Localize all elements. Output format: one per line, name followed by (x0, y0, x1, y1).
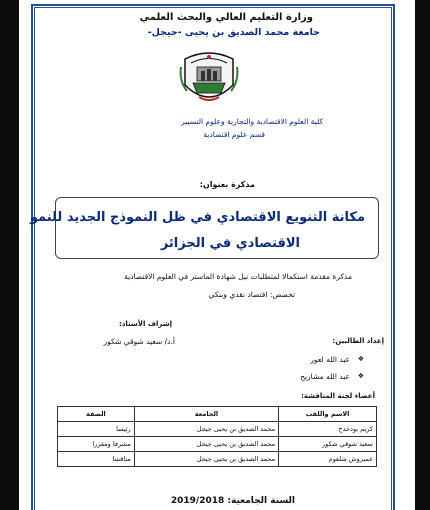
specialty: تخصص: اقتصاد نقدي وبنكي (208, 290, 295, 299)
column-header: الاسم واللقب (279, 407, 377, 422)
table-cell: رئيسا (58, 422, 135, 437)
table-cell: سعيد شوقي شكور (279, 437, 377, 452)
memo-label: مذكرة بعنوان: (199, 180, 255, 189)
bullet-icon: ❖ (357, 372, 364, 380)
right-dark-margin (415, 0, 430, 510)
table-cell: محمد الصديق بن يحيى جيجل (134, 422, 278, 437)
department-name: قسم علوم اقتصادية (203, 130, 265, 139)
table-cell: محمد الصديق بن يحيى جيجل (134, 437, 278, 452)
table-row (58, 422, 377, 437)
left-dark-margin (0, 0, 19, 510)
column-header: الجامعة (134, 407, 278, 422)
thesis-title-line-1: مكانة التنويع الاقتصادي في ظل النموذج الجديد للنمو (29, 210, 365, 225)
column-header: الصفة (58, 407, 135, 422)
table-cell: مشرفا ومقررا (58, 437, 135, 452)
committee-table (57, 406, 377, 467)
table-cell: مناقشا (58, 452, 135, 467)
committee-label: أعضاء لجنة المناقشة: (301, 392, 375, 400)
table-row (58, 437, 377, 452)
table-cell: كريم بودخدخ (279, 422, 377, 437)
table-header-row (58, 407, 377, 422)
faculty-name: كلية العلوم الاقتصادية والتجارية وعلوم التسيير (181, 117, 323, 126)
student-name-1: عبد الله لعور (310, 355, 350, 364)
university-logo (177, 45, 241, 111)
supervisor-name: أ.د/ سعيد شوقي شكور (103, 337, 175, 346)
university-name: جامعة محمد الصديق بن يحيى -جيجل- (147, 27, 320, 38)
academic-year: السنة الجامعية: 2019/2018 (170, 496, 295, 506)
table-cell: محمد الصديق بن يحيى جيجل (134, 452, 278, 467)
student-name-2: عبد الله مشاريح (300, 372, 350, 381)
table-row (58, 452, 377, 467)
bullet-icon: ❖ (357, 355, 364, 363)
preparation-label: إعداد الطالبين: (332, 337, 384, 345)
thesis-title-line-2: الاقتصادي في الجزائر (160, 236, 300, 251)
cover-page (19, 0, 415, 510)
ministry-name: وزارة التعليم العالي والبحث العلمي (139, 12, 313, 23)
table-cell: عميروش شلغوم (279, 452, 377, 467)
thesis-subtitle: مذكرة مقدمة استكمالا لمتطلبات نيل شهادة الماستر في العلوم الاقتصادية (124, 272, 352, 281)
supervision-label: إشراف الأستاذ: (119, 320, 172, 328)
